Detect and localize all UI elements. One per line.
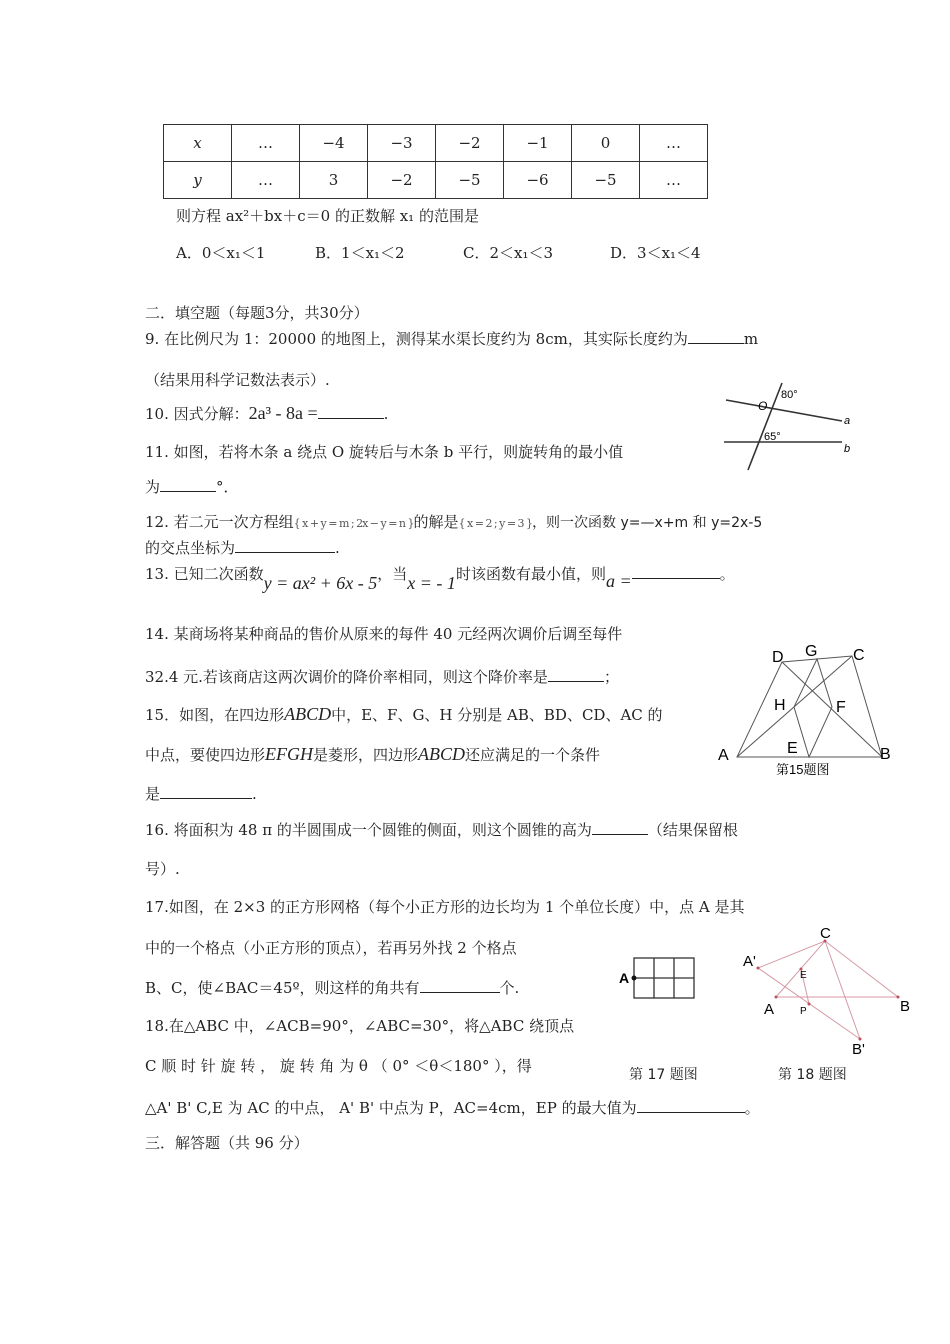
table-row-y: [164, 162, 708, 199]
figure-q17: [615, 950, 705, 1006]
q10-answer-blank[interactable]: [318, 403, 384, 419]
table-cell: −6: [504, 162, 572, 199]
q18-line3: [145, 1097, 760, 1118]
q16-line1: [145, 819, 738, 840]
q17-line2: 中的一个格点（小正方形的顶点），若再另外找 2 个格点: [145, 939, 517, 957]
q14-answer-blank[interactable]: [548, 666, 604, 682]
q15-answer-blank[interactable]: [160, 783, 252, 799]
q8-option-c: C．2＜x₁＜3: [463, 244, 554, 262]
q15-abcd-2: ABCD: [418, 744, 466, 764]
q12-mid: 的解是: [413, 513, 459, 531]
q12-line1: [145, 511, 762, 532]
q15-line3-text: 是: [145, 785, 161, 803]
fig15-label-e: E: [787, 740, 798, 757]
q11-line2: [145, 476, 239, 497]
table-cell: 0: [572, 125, 640, 162]
table-cell: −5: [572, 162, 640, 199]
q15-text-d: 是菱形，四边形: [313, 746, 419, 764]
q16-end: （结果保留根: [647, 821, 738, 839]
q13-function: y = ax² + 6x - 5: [263, 573, 378, 593]
q18-answer-blank[interactable]: [637, 1097, 745, 1113]
q12-answer-blank[interactable]: [235, 537, 335, 553]
q15-text-e: 还应满足的一个条件: [465, 746, 601, 764]
q17-line3: [145, 977, 519, 998]
q15-line3: [145, 783, 257, 804]
q16-answer-blank[interactable]: [592, 819, 648, 835]
table-cell: −3: [368, 125, 436, 162]
q14-end: ；: [603, 668, 619, 686]
fig11-label-a: a: [844, 415, 851, 427]
q11-line1: 11. 如图，若将木条 a 绕点 O 旋转后与木条 b 平行，则旋转角的最小值: [145, 443, 624, 461]
q13-mid1: ，当: [377, 565, 408, 583]
q12-line2-text: 的交点坐标为: [145, 539, 236, 557]
table-cell: …: [640, 125, 708, 162]
q8-stem: 则方程 ax²＋bx＋c＝0 的正数解 x₁ 的范围是: [176, 207, 479, 225]
fig18-label-b: B: [900, 998, 911, 1015]
fig11-angle-65: 65°: [764, 431, 781, 443]
table-cell: −2: [436, 125, 504, 162]
fig15-label-b: B: [880, 746, 891, 763]
q13-answer-blank[interactable]: [632, 563, 720, 579]
q17-answer-blank[interactable]: [420, 977, 500, 993]
figure-q15: [712, 640, 902, 780]
q9-line2: （结果用科学记数法表示）.: [145, 371, 330, 389]
q13-prefix: 13. 已知二次函数: [145, 565, 264, 583]
fig15-label-f: F: [836, 699, 846, 716]
q13: [145, 563, 735, 593]
q8-option-b: B．1＜x₁＜2: [315, 244, 405, 262]
fig15-label-h: H: [774, 697, 786, 714]
q13-var: a =: [605, 571, 632, 591]
fig18-label-e: E: [800, 970, 807, 981]
table-cell: …: [232, 125, 300, 162]
q12-suffix: ，则一次函数 y=—x+m 和 y=2x-5: [532, 515, 763, 531]
table-header-y: y: [164, 162, 232, 199]
table-cell: −2: [368, 162, 436, 199]
q15-text-b: 中，E、F、G、H 分别是 AB、BD、CD、AC 的: [331, 706, 663, 724]
q11-end: °．: [216, 478, 239, 496]
q12-end: .: [335, 539, 340, 557]
fig15-caption: 第15题图: [776, 762, 830, 777]
q9-line1: [145, 328, 758, 349]
fig15-label-g: G: [805, 643, 818, 660]
fig17-label-a: A: [619, 970, 630, 986]
fig18-label-b1: B': [852, 1041, 865, 1054]
table-row-x: [164, 125, 708, 162]
q18-line2: C 顺 时 针 旋 转 ， 旋 转 角 为 θ （ 0° ＜θ＜180° ），得: [145, 1057, 532, 1075]
q15-efgh: EFGH: [265, 744, 314, 764]
fig18-label-p: P: [800, 1006, 807, 1017]
table-cell: −4: [300, 125, 368, 162]
q10-expr: 2a³ - 8a =: [248, 403, 318, 423]
q14-line1: 14. 某商场将某种商品的售价从原来的每件 40 元经两次调价后调至每件: [145, 625, 623, 643]
q15-line1: [145, 704, 663, 725]
fig15-label-a: A: [718, 747, 729, 764]
q15-abcd: ABCD: [284, 704, 332, 724]
q18-end: 。: [744, 1099, 760, 1117]
fig15-quad-efgh: [794, 659, 832, 757]
table-cell: 3: [300, 162, 368, 199]
q16-text: 16. 将面积为 48 π 的半圆围成一个圆锥的侧面，则这个圆锥的高为: [145, 821, 592, 839]
q15-end: .: [252, 785, 257, 803]
q10-text: 10. 因式分解：: [145, 405, 249, 423]
q8-option-a: A．0＜x₁＜1: [176, 244, 266, 262]
table-header-x: x: [164, 125, 232, 162]
q13-condition: x = - 1: [407, 573, 456, 593]
table-cell: …: [640, 162, 708, 199]
q15-line2: [145, 744, 600, 765]
fig17-caption: 第 17 题图: [629, 1067, 698, 1083]
q8-option-d: D．3＜x₁＜4: [610, 244, 701, 262]
fig11-label-o: O: [758, 399, 768, 413]
q9-text: 9. 在比例尺为 1：20000 的地图上，测得某水渠长度约为 8cm，其实际长度约为: [145, 330, 688, 348]
fig18-label-c: C: [820, 925, 831, 942]
fig18-triangle-abc: [776, 941, 898, 997]
table-cell: …: [232, 162, 300, 199]
table-cell: −5: [436, 162, 504, 199]
q10: [145, 403, 388, 424]
fig11-line-a: [726, 400, 842, 421]
fig18-label-a1: A': [743, 953, 756, 970]
q12-system-2: { x = 2 ; y = 3 }: [458, 517, 533, 530]
q10-end: .: [383, 405, 389, 423]
figure-q18: [738, 922, 918, 1054]
fig17-point-a: [632, 976, 637, 981]
section3-title: 三．解答题（共 96 分）: [145, 1134, 309, 1152]
section2-title: 二．填空题（每题3分，共30分）: [145, 304, 369, 322]
fig18-label-a: A: [764, 1001, 775, 1018]
q18-line1: 18.在△ABC 中，∠ACB=90°，∠ABC=30°，将△ABC 绕顶点: [145, 1017, 575, 1035]
q18-line3-text: △A' B' C,E 为 AC 的中点， A' B' 中点为 P，AC=4cm，EP 的最大值为: [145, 1099, 637, 1117]
q17-end: 个.: [499, 979, 520, 997]
fig11-angle-80: 80°: [781, 389, 798, 401]
q14-line2: [145, 666, 619, 687]
q12-prefix: 12. 若二元一次方程组: [145, 513, 294, 531]
fig11-transversal: [748, 383, 782, 470]
q11-prefix: 为: [145, 478, 161, 496]
q13-end: 。: [719, 565, 735, 583]
q16-line2: 号）.: [145, 860, 180, 878]
q9-answer-blank[interactable]: [688, 328, 744, 344]
q17-line3-text: B、C，使∠BAC＝45º，则这样的角共有: [145, 979, 420, 997]
fig15-label-c: C: [853, 647, 865, 664]
figure-q11: [718, 380, 858, 475]
q15-text-a: 15．如图，在四边形: [145, 706, 285, 724]
value-table: [163, 124, 708, 199]
fig15-quad-abcd: [737, 656, 882, 757]
fig18-caption: 第 18 题图: [778, 1067, 847, 1083]
q12-system-1: { x + y = m ; 2x − y = n }: [293, 517, 414, 530]
q15-text-c: 中点，要使四边形: [145, 746, 266, 764]
q12-line2: [145, 537, 340, 558]
table-cell: −1: [504, 125, 572, 162]
fig15-label-d: D: [772, 649, 784, 666]
q13-mid2: 时该函数有最小值，则: [455, 565, 606, 583]
fig11-label-b: b: [844, 443, 851, 455]
q17-line1: 17.如图，在 2×3 的正方形网格（每个小正方形的边长均为 1 个单位长度）中，点 A 是其: [145, 898, 745, 916]
q9-unit: m: [743, 330, 759, 348]
q14-line2-text: 32.4 元.若该商店这两次调价的降价率相同，则这个降价率是: [145, 668, 548, 686]
q11-answer-blank[interactable]: [160, 476, 216, 492]
